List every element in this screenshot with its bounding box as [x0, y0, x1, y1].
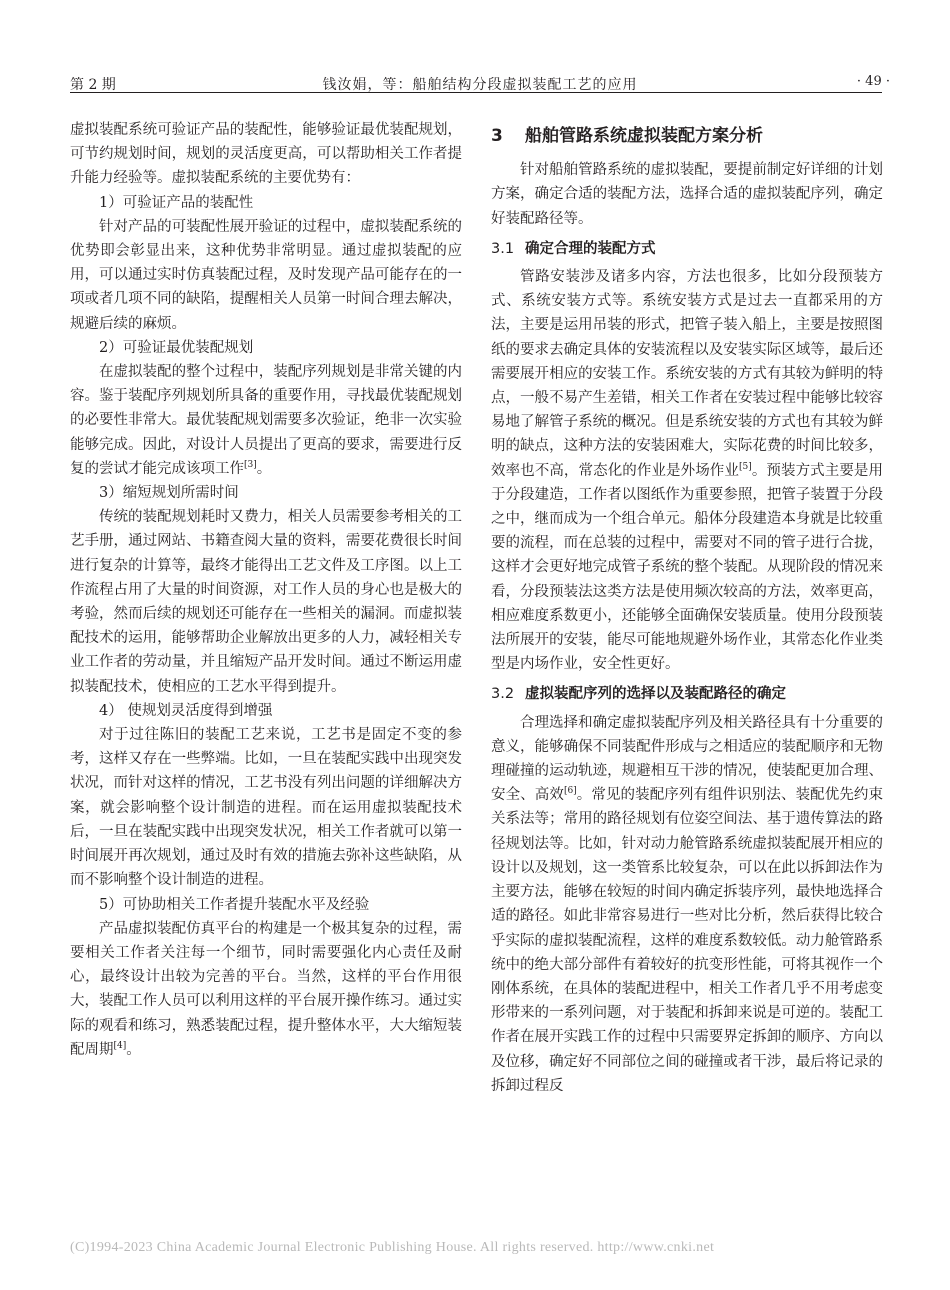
citation-5: [5]: [738, 461, 752, 472]
item4-body: 对于过往陈旧的装配工艺来说，工艺书是固定不变的参考，这样又存在一些弊端。比如，一旦在装配实践中出现突发状况，而针对这样的情况，工艺书没有列出问题的详细解决方案，就会影响整个设计制造的进程。而在运用虚拟装配技术后，一旦在装配实践中出现突发状况，相关工作者就可以第一时间展开再次规划，通过及时有效的措施去弥补这些缺陷，从而不影响整个设计制造的进程。: [70, 727, 462, 889]
item4-title: 4） 使规划灵活度得到增强: [99, 702, 273, 719]
page-header: [70, 56, 890, 96]
left-column: [70, 118, 462, 1062]
subsection-3-1-paragraph: [491, 265, 883, 676]
issue-number: 第 2 期: [70, 77, 116, 93]
intro-paragraph: 虚拟装配系统可验证产品的装配性，能够验证最优装配规划，可节约规划时间，规划的灵活度更高，可以帮助相关工作者提升能力经验等。虚拟装配系统的主要优势有：: [70, 122, 462, 187]
item2-body: 在虚拟装配的整个过程中，装配序列规划是非常关键的内容。鉴于装配序列规划所具备的重要作用，寻找最优装配规划的必要性非常大。最优装配规划需要多次验证，绝非一次实验能够完成。因此，对设计人员提出了更高的要求，需要进行反复的尝试才能完成该项工作: [70, 364, 462, 477]
copyright-footer: (C)1994-2023 China Academic Journal Electronic Publishing House. All rights reserved. http://www.cnki.net: [70, 1240, 715, 1255]
subsection-3-2-number: 3.2: [491, 686, 515, 703]
subsection-3-1-body-b: 。预装方式主要是用于分段建造，工作者以图纸作为重要参照，把管子装置于分段之中，继而成为一个组合单元。船体分段建造本身就是比较重要的流程，而在总装的过程中，需要对不同的管子进行合拢，这样才会更好地完成管子系统的整个装配。从现阶段的情况来看，分段预装法这类方法是使用频次较高的方法，效率更高，相应难度系数更小，还能够全面确保安装质量。使用分段预装法所展开的安装，能尽可能地规避外场作业，其常态化作业类型是内场作业，安全性更好。: [491, 462, 884, 673]
right-column: [491, 118, 883, 1098]
subsection-3-2-title: 虚拟装配序列的选择以及装配路径的确定: [525, 686, 786, 703]
subsection-3-1-title: 确定合理的装配方式: [525, 240, 656, 257]
citation-3: [3]: [244, 460, 257, 471]
citation-6: [6]: [563, 786, 577, 797]
subsection-3-1-body-a: 管路安装涉及诸多内容，方法也很多，比如分段预装方式、系统安装方式等。系统安装方式是过去一直都采用的方法，主要是运用吊装的形式，把管子装入船上，主要是按照图纸的要求去确定具体的安装流程以及安装实际区域等，最后还需要展开相应的安装工作。系统安装的方式有其较为鲜明的特点，一般不易产生差错，相关工作者在安装过程中能够比较容易地了解管子系统的概况。但是系统安装的方式也有其较为鲜明的缺点，这种方法的安装困难大，实际花费的时间比较多，效率也不高，常态化的作业是外场作业: [491, 269, 883, 479]
item5-body: 产品虚拟装配仿真平台的构建是一个极其复杂的过程，需要相关工作者关注每一个细节，同时需要强化内心责任及耐心，最终设计出较为完善的平台。当然，这样的平台作用很大，装配工作人员可以利用这样的平台展开操作练习。通过实际的观看和练习，熟悉装配过程，提升整体水平，大大缩短装配周期: [70, 920, 462, 1058]
item2-title: 2）可验证最优装配规划: [99, 339, 254, 356]
section-3-number: 3: [491, 126, 503, 146]
citation-4: [4]: [113, 1040, 127, 1051]
item3-title: 3）缩短规划所需时间: [99, 485, 239, 502]
running-title: 钱汝娟，等：船舶结构分段虚拟装配工艺的应用: [322, 77, 638, 93]
section-3-title: 船舶管路系统虚拟装配方案分析: [525, 126, 763, 146]
item1-body: 针对产品的可装配性展开验证的过程中，虚拟装配系统的优势即会彰显出来，这种优势非常明显。通过虚拟装配的应用，可以通过实时仿真装配过程，及时发现产品可能存在的一项或者几项不同的缺陷，提醒相关人员第一时间合理去解决，规避后续的麻烦。: [70, 218, 462, 332]
subsection-3-2-body-b: 。常见的装配序列有组件识别法、装配优先约束关系法等；常用的路径规划有位姿空间法、基于遗传算法的路径规划法等。比如，针对动力舱管路系统虚拟装配展开相应的设计以及规划，这一类管系比较复杂，可以在此以拆卸法作为主要方法，能够在较短的时间内确定拆装序列，最快地选择合适的路径。如此非常容易进行一些对比分析，然后获得比较合乎实际的虚拟装配流程，这样的难度系数较低。动力舱管路系统中的绝大部分部件有着较好的抗变形性能，可将其视作一个刚体系统，在具体的装配进程中，相关工作者几乎不用考虑变形带来的一系列问题，对于装配和拆卸来说是可逆的。装配工作者在展开实践工作的过程中只需要界定拆卸的顺序、方向以及位移，确定好不同部位之间的碰撞或者干涉，最后将记录的拆卸过程反: [491, 787, 884, 1094]
header-rule: [70, 92, 882, 93]
item2-end: 。: [256, 460, 272, 477]
item5-paragraph: [70, 917, 462, 1062]
subsection-3-2-heading: [491, 682, 883, 706]
section-3-intro: 针对船舶管路系统的虚拟装配，要提前制定好详细的计划方案，确定合适的装配方法，选择合适的虚拟装配序列，确定好装配路径等。: [491, 162, 883, 227]
subsection-3-2-paragraph: [491, 711, 883, 1098]
section-3-heading: [491, 124, 883, 148]
subsection-3-2-body-a: 合理选择和确定虚拟装配序列及相关路径具有十分重要的意义，能够确保不同装配件形成与之相适应的装配顺序和无物理碰撞的运动轨迹，规避相互干涉的情况，使装配更加合理、安全、高效: [491, 714, 883, 804]
item5-title: 5）可协助相关工作者提升装配水平及经验: [99, 896, 370, 913]
item3-body: 传统的装配规划耗时又费力，相关人员需要参考相关的工艺手册，通过网站、书籍查阅大量的资料，需要花费很长时间进行复杂的计算等，最终才能得出工艺文件及工序图。以上工作流程占用了大量的时间资源，对工作人员的身心也是极大的考验，然而后续的规划还可能存在一些相关的漏洞。而虚拟装配技术的运用，能够帮助企业解放出更多的人力，减轻相关专业工作者的劳动量，并且缩短产品开发时间。通过不断运用虚拟装配技术，使相应的工艺水平得到提升。: [70, 509, 462, 695]
page-number: · 49 ·: [856, 74, 890, 89]
item5-end: 。: [126, 1041, 141, 1058]
subsection-3-1-heading: [491, 237, 883, 261]
item1-title: 1）可验证产品的装配性: [99, 194, 254, 211]
subsection-3-1-number: 3.1: [491, 240, 515, 257]
item2-paragraph: [70, 360, 462, 481]
